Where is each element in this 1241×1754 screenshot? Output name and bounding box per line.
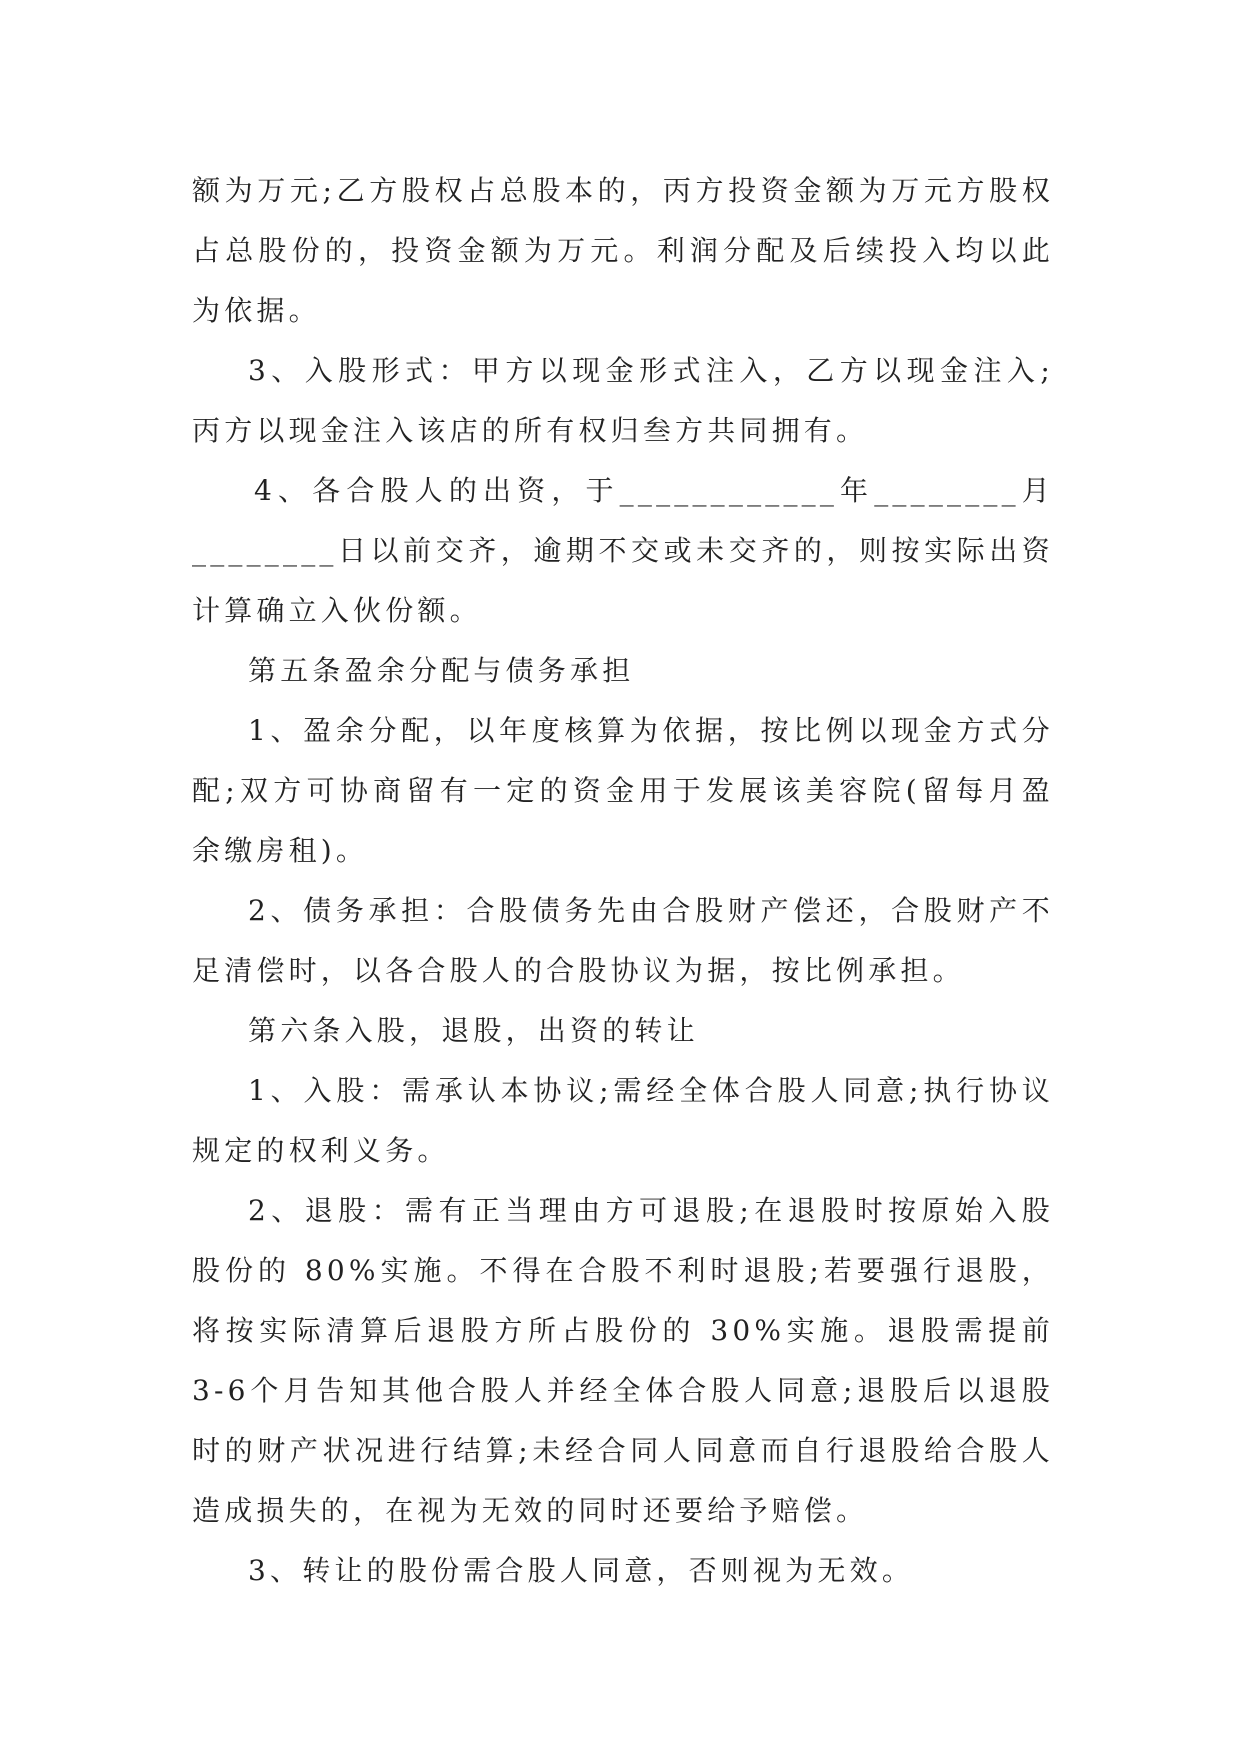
year-blank: ____________ <box>619 474 839 507</box>
year-label: 年 <box>838 474 875 507</box>
paragraph-profit-distribution: 1、盈余分配，以年度核算为依据，按比例以现金方式分配;双方可协商留有一定的资金用于发展该美容院(留每月盈余缴房租)。 <box>192 714 1054 867</box>
month-blank: ________ <box>874 474 1020 507</box>
paragraph-joining: 1、入股：需承认本协议;需经全体合股人同意;执行协议规定的权利义务。 <box>192 1074 1054 1167</box>
paragraph-debt-bearing: 2、债务承担：合股债务先由合股财产偿还，合股财产不足清偿时，以各合股人的合股协议为据，按比例承担。 <box>192 894 1054 987</box>
section-heading-article-6: 第六条入股，退股，出资的转让 <box>248 1014 699 1047</box>
paragraph-investment-ratio: 额为万元;乙方股权占总股本的，丙方投资金额为万元方股权占总股份的，投资金额为万元。利润分配及后续投入均以此为依据。 <box>192 174 1054 327</box>
day-blank: ________ <box>192 534 338 567</box>
month-label: 月 <box>1019 474 1054 507</box>
deadline-prefix: 4、各合股人的出资，于 <box>254 474 620 507</box>
deadline-rest: 日以前交齐，逾期不交或未交齐的，则按实际出资计算确立入伙份额。 <box>192 534 1054 627</box>
paragraph-share-transfer: 3、转让的股份需合股人同意，否则视为无效。 <box>248 1554 915 1587</box>
section-heading-article-5: 第五条盈余分配与债务承担 <box>248 654 635 687</box>
paragraph-withdrawal: 2、退股：需有正当理由方可退股;在退股时按原始入股股份的 80%实施。不得在合股不利时退股;若要强行退股，将按实际清算后退股方所占股份的 30%实施。退股需提前 3-6个月告知其他合股人并经全体合股人同意;退股后以退股时的财产状况进行结算;未经合同人同意而自行退股给合股人造成损失的，在视为无效的同时还要给予赔偿。 <box>192 1194 1054 1527</box>
paragraph-contribution-deadline <box>192 461 1054 641</box>
document-body <box>192 161 1054 1601</box>
paragraph-share-form: 3、入股形式：甲方以现金形式注入，乙方以现金注入;丙方以现金注入该店的所有权归叁方共同拥有。 <box>192 354 1054 447</box>
